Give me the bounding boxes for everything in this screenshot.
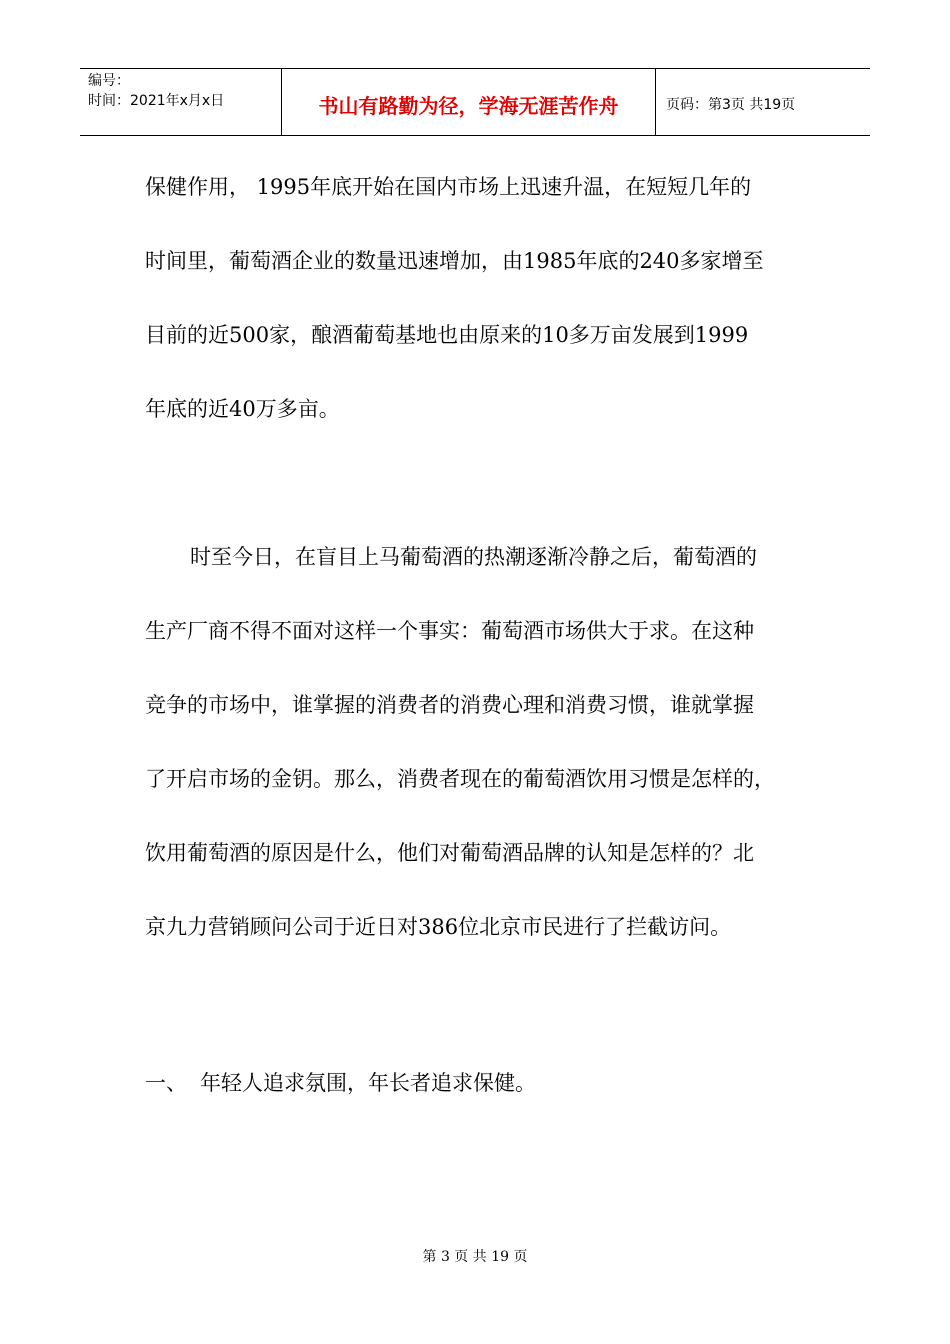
- footer-page-number: 第 3 页 共 19 页: [422, 1249, 528, 1265]
- document-number-label: 编号：: [88, 73, 130, 89]
- section-heading: [145, 1046, 536, 1120]
- page-footer: [0, 1246, 950, 1266]
- paragraph-line: 保健作用， 1995年底开始在国内市场上迅速升温，在短短几年的: [145, 175, 752, 199]
- document-header: [80, 68, 870, 136]
- header-motto: 书山有路勤为径，学海无涯苦作舟: [318, 93, 619, 118]
- paragraph-2: [145, 520, 825, 964]
- paragraph-line: 竞争的市场中，谁掌握的消费者的消费心理和消费习惯，谁就掌握: [145, 693, 754, 717]
- paragraph-line: 了开启市场的金钥。那么，消费者现在的葡萄酒饮用习惯是怎样的，: [145, 767, 775, 791]
- header-page-info: 页码：第3页 共19页: [666, 97, 796, 113]
- section-heading-text: 年轻人追求氛围，年长者追求保健。: [200, 1071, 536, 1095]
- paragraph-line: 生产厂商不得不面对这样一个事实：葡萄酒市场供大于求。在这种: [145, 619, 754, 643]
- paragraph-line: 时间里，葡萄酒企业的数量迅速增加，由1985年底的240多家增至: [145, 249, 764, 273]
- paragraph-line: 京九力营销顾问公司于近日对386位北京市民进行了拦截访问。: [145, 915, 732, 939]
- section-heading-number: 一、: [145, 1071, 187, 1095]
- paragraph-line: 目前的近500家，酿酒葡萄基地也由原来的10多万亩发展到1999: [145, 323, 749, 347]
- header-page-cell: [656, 69, 870, 135]
- paragraph-1: [145, 150, 825, 446]
- paragraph-line: 时至今日，在盲目上马葡萄酒的热潮逐渐冷静之后，葡萄酒的: [190, 545, 757, 569]
- header-motto-cell: [282, 69, 656, 135]
- paragraph-line: 饮用葡萄酒的原因是什么，他们对葡萄酒品牌的认知是怎样的？北: [145, 841, 754, 865]
- document-time-label: 时间：2021年x月x日: [88, 93, 225, 109]
- header-meta-cell: [80, 69, 282, 135]
- paragraph-line: 年底的近40万多亩。: [145, 397, 340, 421]
